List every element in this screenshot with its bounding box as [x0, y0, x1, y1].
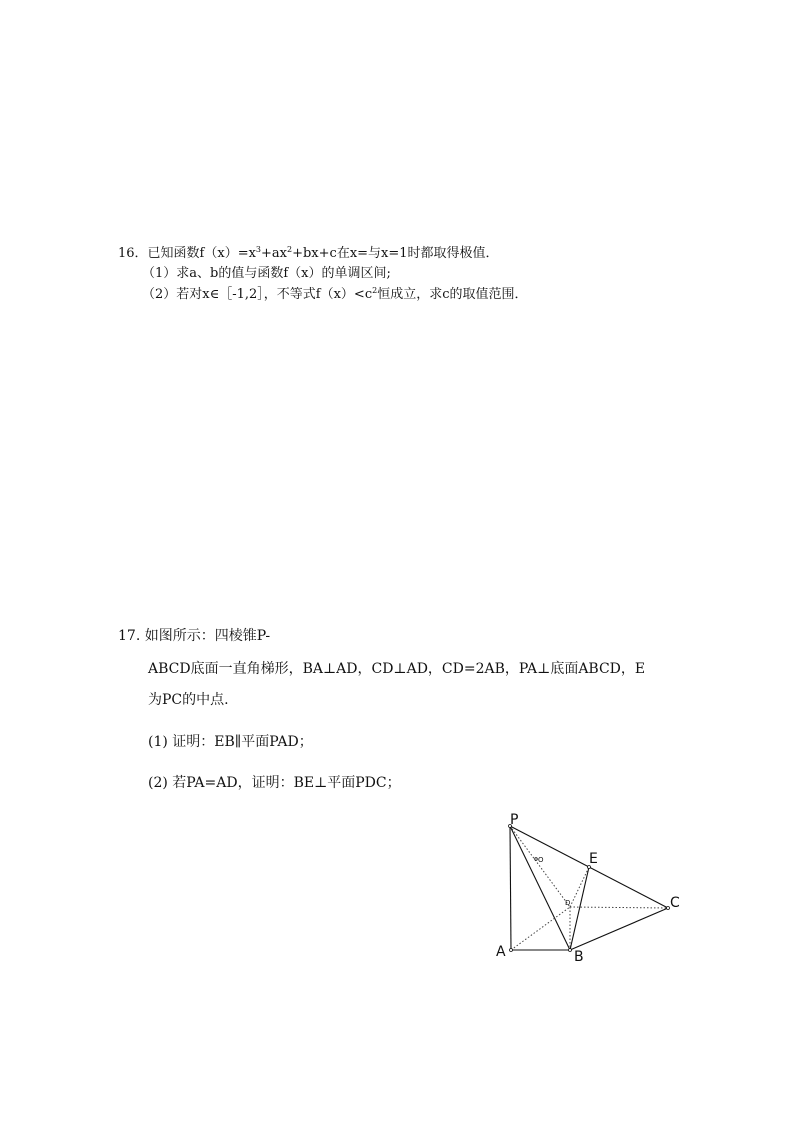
q16-stem-b: +ax — [261, 246, 287, 261]
point-B — [569, 949, 572, 952]
label-C: C — [670, 895, 680, 911]
q16-stem-d: 与x=1时都取得极值． — [368, 246, 499, 261]
label-E: E — [589, 851, 598, 867]
edge-AD — [511, 907, 570, 950]
q16-part2-a: （2）若对x∈［-1,2］，不等式f（x）<c — [142, 287, 373, 302]
label-B: B — [574, 949, 584, 965]
q17-line3: 为PC的中点. — [148, 692, 229, 708]
q16-part1: （1）求a、b的值与函数f（x）的单调区间; — [142, 266, 391, 281]
label-O: O — [538, 856, 544, 864]
q16-part2-exp: 2 — [372, 286, 378, 295]
edge-BE — [570, 867, 589, 950]
q16-part2-b: 恒成立，求c的取值范围． — [377, 287, 528, 302]
label-P: P — [510, 812, 519, 828]
q16-part2 — [142, 285, 527, 305]
q16-stem-a: 已知函数f（x）=x — [147, 246, 256, 261]
q17-part2: (2) 若PA=AD，证明：BE⊥平面PDC； — [148, 775, 401, 791]
point-A — [510, 949, 513, 952]
q16-stem — [118, 244, 499, 264]
edge-PD — [510, 826, 570, 907]
q17-number: 17. — [118, 628, 141, 644]
pyramid-figure — [490, 808, 690, 968]
label-A: A — [496, 944, 506, 960]
edge-DC — [570, 907, 668, 908]
edge-PB — [510, 826, 570, 950]
edge-DE — [570, 867, 589, 907]
q16-number: 16． — [118, 246, 148, 261]
label-D: D — [565, 899, 571, 907]
q17-line2: ABCD底面一直角梯形，BA⊥AD，CD⊥AD，CD=2AB，PA⊥底面ABCD，E — [148, 661, 646, 677]
q17-part1: (1) 证明：EB∥平面PAD； — [148, 734, 313, 750]
q17-line1 — [118, 625, 270, 647]
edge-BC — [570, 908, 668, 950]
point-O — [535, 858, 538, 861]
edge-PA — [510, 826, 511, 950]
q16-stem-c: +bx+c在x= — [292, 246, 369, 261]
q16-exp2: 2 — [287, 245, 293, 254]
q16-exp3: 3 — [255, 245, 262, 254]
q17-line1-text: 如图所示：四棱锥P- — [144, 628, 271, 644]
